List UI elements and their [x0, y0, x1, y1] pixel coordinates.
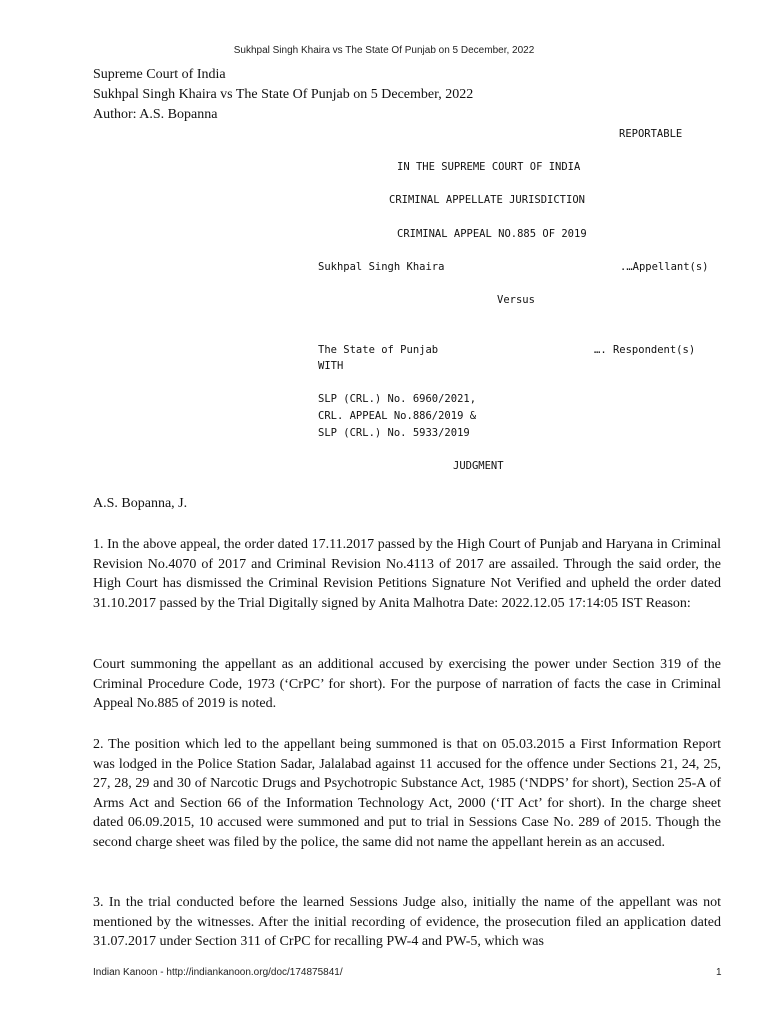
- respondent-role: …. Respondent(s): [594, 344, 696, 356]
- appellant-role: .…Appellant(s): [620, 261, 709, 273]
- connected-case: SLP (CRL.) No. 6960/2021,: [318, 393, 477, 405]
- appeal-number: CRIMINAL APPEAL NO.885 OF 2019: [397, 228, 587, 240]
- page-number: 1: [716, 967, 722, 978]
- respondent-name: The State of Punjab: [318, 344, 439, 356]
- judgment-heading: JUDGMENT: [453, 460, 504, 472]
- footer-source: Indian Kanoon - http://indiankanoon.org/doc/174875841/: [93, 967, 343, 978]
- running-header: Sukhpal Singh Khaira vs The State Of Punjab on 5 December, 2022: [233, 45, 535, 56]
- paragraph: 1. In the above appeal, the order dated 17.11.2017 passed by the High Court of Punjab and Haryana in Criminal Revision No.4070 of 2017 and Criminal Revision No.4113 of 2017 are assailed. Through the said order, the High Court has dismissed the Criminal Revision Petitions Signature Not Verified and upheld the order dated 31.10.2017 passed by the Trial Digitally signed by Anita Malhotra Date: 2022.12.05 17:14:05 IST Reason:: [93, 537, 721, 611]
- paragraph: Court summoning the appellant as an additional accused by exercising the power under Section 319 of the Criminal Procedure Code, 1973 (‘CrPC’ for short). For the purpose of narration of facts the case in Criminal Appeal No.885 of 2019 is noted.: [93, 657, 721, 711]
- court-heading: IN THE SUPREME COURT OF INDIA: [397, 161, 581, 173]
- reportable-label: REPORTABLE: [619, 128, 683, 140]
- with-label: WITH: [318, 360, 344, 372]
- judge-name: A.S. Bopanna, J.: [93, 496, 188, 511]
- connected-case: SLP (CRL.) No. 5933/2019: [318, 427, 470, 439]
- paragraph: 3. In the trial conducted before the learned Sessions Judge also, initially the name of the appellant was not mentioned by the witnesses. After the initial recording of evidence, the prosecution filed an application dated 31.07.2017 under Section 311 of CrPC for recalling PW-4 and PW-5, which was: [93, 895, 721, 949]
- paragraph: 2. The position which led to the appellant being summoned is that on 05.03.2015 a First Information Report was lodged in the Police Station Sadar, Jalalabad against 11 accused for the offence under Sections 21, 24, 25, 27, 28, 29 and 30 of Narcotic Drugs and Psychotropic Substance Act, 1985 (‘NDPS’ for short), Section 25-A of Arms Act and Section 66 of the Information Technology Act, 2000 (‘IT Act’ for short). In the charge sheet dated 06.09.2015, 10 accused were summoned and put to trial in Sessions Case No. 289 of 2015. Though the second charge sheet was filed by the police, the same did not name the appellant herein as an accused.: [93, 737, 721, 850]
- connected-case: CRL. APPEAL No.886/2019 &: [318, 410, 477, 422]
- jurisdiction-heading: CRIMINAL APPELLATE JURISDICTION: [389, 194, 585, 206]
- case-title: Sukhpal Singh Khaira vs The State Of Punjab on 5 December, 2022: [93, 87, 474, 102]
- appellant-name: Sukhpal Singh Khaira: [318, 261, 445, 273]
- author-line: Author: A.S. Bopanna: [93, 107, 218, 122]
- court-name: Supreme Court of India: [93, 67, 226, 82]
- versus-label: Versus: [497, 294, 535, 306]
